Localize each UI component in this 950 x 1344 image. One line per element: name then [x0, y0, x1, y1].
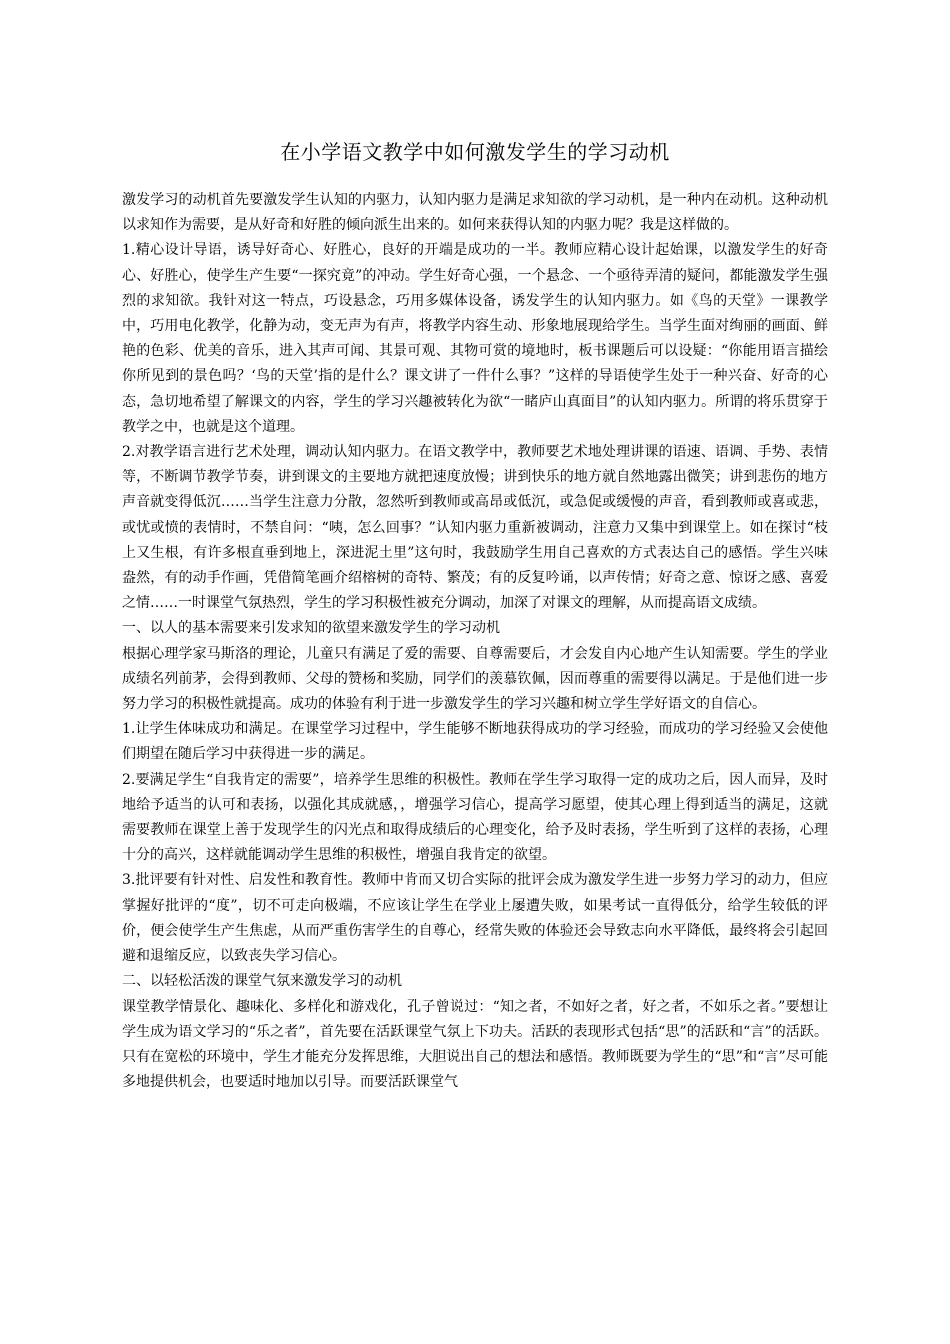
paragraph-intro: 激发学习的动机首先要激发学生认知的内驱力，认知内驱力是满足求知欲的学习动机，是一种内在动机。这种动机以求知作为需要，是从好奇和好胜的倾向派生出来的。如何来获得认知的内驱力呢？我是这样做的。	[122, 192, 828, 234]
paragraph-classroom-atmosphere: 课堂教学情景化、趣味化、多样化和游戏化，孔子曾说过：“知之者，不如好之者，好之者，不如乐之者。”要想让学生成为语文学习的“乐之者”，首先要在活跃课堂气氛上下功夫。活跃的表现形式包括“思”的活跃和“言”的活跃。只有在宽松的环境中，学生才能充分发挥思维，大胆说出自己的想法和感悟。教师既要为学生的“思”和“言”尽可能多地提供机会，也要适时地加以引导。而要活跃课堂气	[122, 998, 828, 1091]
paragraph-criticism: 3.批评要有针对性、启发性和教育性。教师中肯而又切合实际的批评会成为激发学生进一步努力学习的动力，但应掌握好批评的“度”，切不可走向极端，不应该让学生在学业上屡遭失败，如果考试一直得低分，给学生较低的评价，便会使学生产生焦虑，从而严重伤害学生的自尊心，经常失败的体验还会导致志向水平降低，最终将会引起回避和退缩反应，以致丧失学习信心。	[122, 872, 828, 965]
paragraph-self-affirmation: 2.要满足学生“自我肯定的需要”，培养学生思维的积极性。教师在学生学习取得一定的成功之后，因人而异，及时地给予适当的认可和表扬，以强化其成就感，，增强学习信心，提高学习愿望，使其心理上得到适当的满足，这就需要教师在课堂上善于发现学生的闪光点和取得成绩后的心理变化，给予及时表扬，学生听到了这样的表扬，心理十分的高兴，这样就能调动学生思维的积极性，增强自我肯定的欲望。	[122, 771, 828, 864]
paragraph-point-1: 1.精心设计导语，诱导好奇心、好胜心，良好的开端是成功的一半。教师应精心设计起始课，以激发学生的好奇心、好胜心，使学生产生要“一探究竟”的冲动。学生好奇心强，一个悬念、一个亟待弄清的疑问，都能激发学生强烈的求知欲。我针对这一特点，巧设悬念，巧用多媒体设备，诱发学生的认知内驱力。如《鸟的天堂》一课教学中，巧用电化教学，化静为动，变无声为有声，将教学内容生动、形象地展现给学生。当学生面对绚丽的画面、鲜艳的色彩、优美的音乐，进入其声可闻、其景可观、其物可赏的境地时，板书课题后可以设疑：“你能用语言描绘你所见到的景色吗？‘鸟的天堂’指的是什么？课文讲了一件什么事？”这样的导语使学生处于一种兴奋、好奇的心态，急切地希望了解课文的内容，学生的学习兴趣被转化为欲“一睹庐山真面目”的认知内驱力。所谓的将乐贯穿于教学之中，也就是这个道理。	[122, 242, 828, 435]
section-heading-2: 二、以轻松活泼的课堂气氛来激发学习的动机	[122, 973, 402, 990]
document-title: 在小学语文教学中如何激发学生的学习动机	[280, 140, 670, 164]
paragraph-success: 1.让学生体味成功和满足。在课堂学习过程中，学生能够不断地获得成功的学习经验，而成功的学习经验又会使他们期望在随后学习中获得进一步的满足。	[122, 721, 828, 763]
document-body	[122, 188, 828, 1095]
paragraph-point-2: 2.对教学语言进行艺术处理，调动认知内驱力。在语文教学中，教师要艺术地处理讲课的语速、语调、手势、表情等，不断调节教学节奏，讲到课文的主要地方就把速度放慢；讲到快乐的地方就自然地露出微笑；讲到悲伤的地方声音就变得低沉……当学生注意力分散，忽然听到教师或高昂或低沉，或急促或缓慢的声音，看到教师或喜或悲，或忧或愤的表情时，不禁自问：“咦，怎么回事？”认知内驱力重新被调动，注意力又集中到课堂上。如在探讨“枝上又生根，有许多根直垂到地上，深进泥土里”这句时，我鼓励学生用自己喜欢的方式表达自己的感悟。学生兴味盎然，有的动手作画，凭借简笔画介绍榕树的奇特、繁茂；有的反复吟诵，以声传情；好奇之意、惊讶之感、喜爱之情……一时课堂气氛热烈，学生的学习积极性被充分调动，加深了对课文的理解，从而提高语文成绩。	[122, 444, 828, 612]
section-heading-1: 一、以人的基本需要来引发求知的欲望来激发学生的学习动机	[122, 620, 500, 637]
paragraph-maslow: 根据心理学家马斯洛的理论，儿童只有满足了爱的需要、自尊需要后，才会发自内心地产生认知需要。学生的学业成绩名列前茅，会得到教师、父母的赞杨和奖励，同学们的羡慕钦佩，因而尊重的需要得以满足。于是他们进一步努力学习的积极性就提高。成功的体验有利于进一步激发学生的学习兴趣和树立学生学好语文的自信心。	[122, 645, 828, 713]
